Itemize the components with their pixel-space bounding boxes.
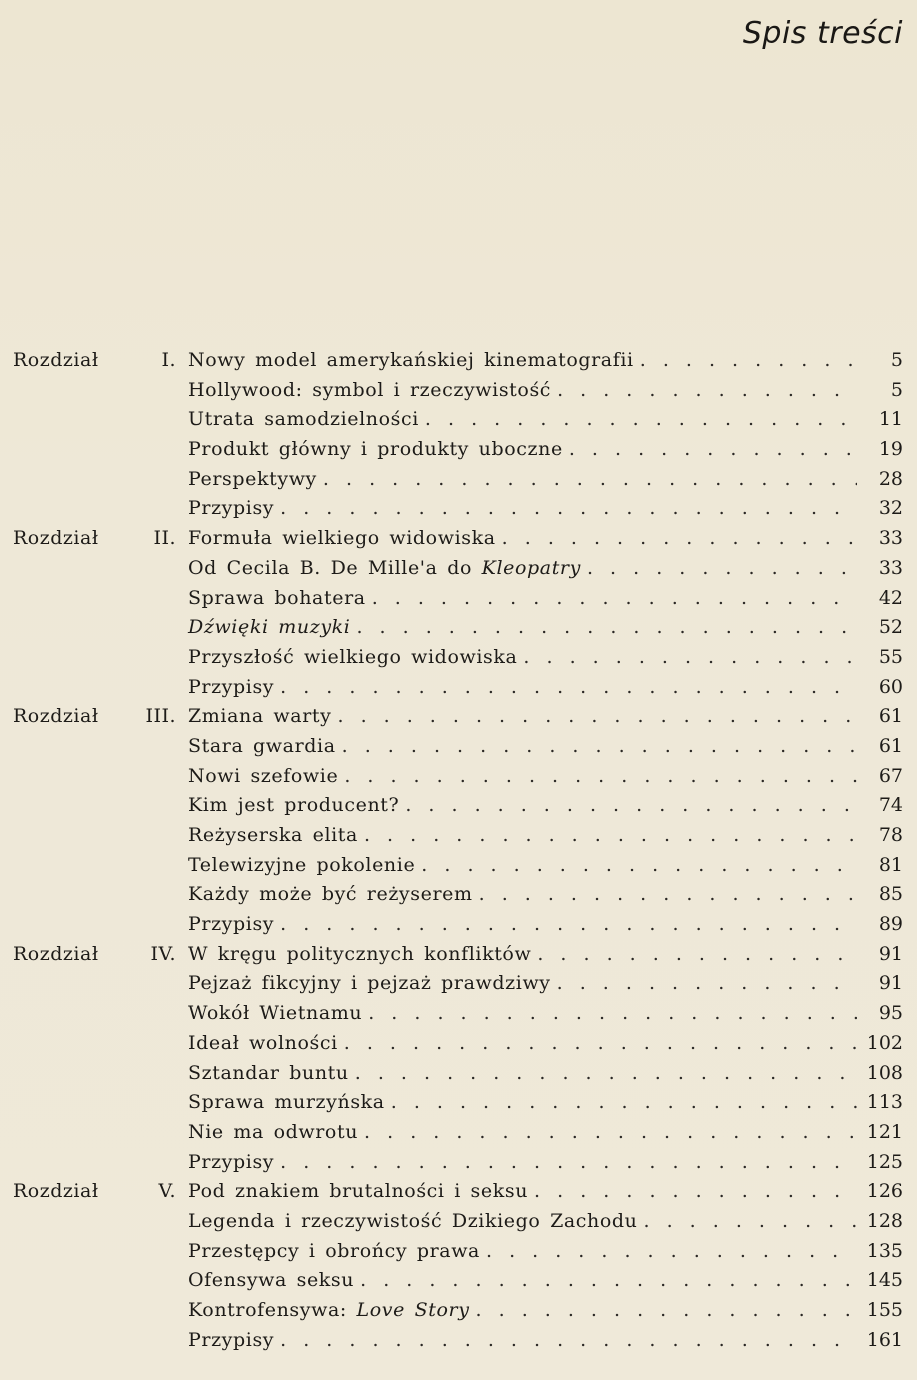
dot-leader xyxy=(569,435,857,465)
toc-entry xyxy=(188,405,903,435)
dot-leader xyxy=(587,554,857,584)
page-number: 78 xyxy=(878,824,903,846)
toc-entry xyxy=(188,762,903,792)
page-number: 91 xyxy=(878,972,903,995)
chapter-number: III. xyxy=(145,705,176,728)
page-number: 74 xyxy=(878,794,903,817)
toc-entry-row xyxy=(0,1237,917,1267)
dot-leader xyxy=(391,1088,857,1118)
page-number: 126 xyxy=(866,1180,903,1203)
entry-title: Sztandar buntu xyxy=(188,1061,349,1084)
entry-title: Przypisy xyxy=(188,1150,275,1173)
toc-entry xyxy=(188,1088,903,1118)
toc-entry xyxy=(188,376,903,406)
toc-entry-row xyxy=(0,1059,917,1089)
entry-title-italic: Dźwięki muzyki xyxy=(188,616,351,639)
toc-entry xyxy=(188,702,903,732)
page-number: 128 xyxy=(866,1209,903,1232)
page-number: 161 xyxy=(866,1328,903,1351)
entry-title xyxy=(188,613,350,643)
toc-chapter-row xyxy=(0,346,917,376)
toc-entry xyxy=(188,1296,903,1326)
entry-title: Reżyserska elita xyxy=(188,824,358,846)
toc-entry xyxy=(188,1207,903,1237)
toc-entry xyxy=(188,940,903,970)
chapter-label: Rozdział xyxy=(13,1180,99,1203)
toc-entry-row xyxy=(0,1266,917,1296)
dot-leader xyxy=(372,584,857,614)
entry-title: Ideał wolności xyxy=(188,1031,338,1054)
toc-entry xyxy=(188,494,903,524)
toc-entry-row xyxy=(0,405,917,435)
toc-entry xyxy=(188,435,903,465)
toc-entry-row xyxy=(0,880,917,910)
toc-entry xyxy=(188,346,903,376)
dot-leader xyxy=(337,702,857,732)
entry-title: Perspektywy xyxy=(188,467,317,490)
dot-leader xyxy=(344,762,857,792)
dot-leader xyxy=(360,1266,857,1296)
page-number: 125 xyxy=(866,1150,903,1173)
dot-leader xyxy=(356,613,857,643)
toc-entry xyxy=(188,584,903,614)
toc-entry-row xyxy=(0,1118,917,1148)
entry-title: Sprawa bohatera xyxy=(188,586,366,609)
dot-leader xyxy=(421,851,857,881)
page-number: 113 xyxy=(866,1091,903,1114)
dot-leader xyxy=(502,524,857,554)
dot-leader xyxy=(476,1296,857,1326)
toc-entry xyxy=(188,791,903,821)
toc-entry-row xyxy=(0,1088,917,1118)
dot-leader xyxy=(280,910,857,940)
toc-entry xyxy=(188,1266,903,1296)
toc-entry xyxy=(188,1148,903,1178)
entry-title: Każdy może być reżyserem xyxy=(188,883,473,906)
dot-leader xyxy=(486,1237,857,1267)
toc-entry xyxy=(188,613,903,643)
entry-title: Formuła wielkiego widowiska xyxy=(188,527,496,550)
toc-entry-row xyxy=(0,1326,917,1356)
toc-entry-row xyxy=(0,613,917,643)
page-number: 33 xyxy=(878,527,903,550)
toc-entry-row xyxy=(0,1029,917,1059)
page-number: 42 xyxy=(878,586,903,609)
dot-leader xyxy=(640,346,857,376)
entry-title: Hollywood: symbol i rzeczywistość xyxy=(188,378,552,401)
dot-leader xyxy=(368,999,857,1029)
page-number: 32 xyxy=(878,497,903,520)
entry-title: Pod znakiem brutalności i seksu xyxy=(188,1180,529,1203)
page-number: 55 xyxy=(878,645,903,668)
toc-entry xyxy=(188,1326,903,1356)
dot-leader xyxy=(364,821,857,851)
entry-title: Przypisy xyxy=(188,1328,275,1351)
page-number: 81 xyxy=(878,853,903,876)
dot-leader xyxy=(425,405,857,435)
dot-leader xyxy=(644,1207,857,1237)
toc-entry-row xyxy=(0,999,917,1029)
page-number: 121 xyxy=(866,1120,903,1143)
page-number: 61 xyxy=(878,734,903,757)
toc-entry-row xyxy=(0,732,917,762)
dot-leader xyxy=(323,465,857,495)
dot-leader xyxy=(280,673,857,703)
toc-entry-row xyxy=(0,851,917,881)
page-number: 145 xyxy=(866,1269,903,1292)
toc-entry xyxy=(188,910,903,940)
chapter-label: Rozdział xyxy=(13,705,99,728)
page-number: 28 xyxy=(878,467,903,490)
toc-entry-row xyxy=(0,762,917,792)
page-number: 61 xyxy=(878,705,903,728)
toc-entry-row xyxy=(0,494,917,524)
entry-title: Przypisy xyxy=(188,913,275,936)
toc-entry xyxy=(188,732,903,762)
entry-title: Produkt główny i produkty uboczne xyxy=(188,438,563,461)
dot-leader xyxy=(280,494,857,524)
toc-entry-row xyxy=(0,673,917,703)
entry-title: Telewizyjne pokolenie xyxy=(188,853,416,876)
chapter-number: IV. xyxy=(150,942,176,965)
dot-leader xyxy=(557,376,857,406)
dot-leader xyxy=(537,940,857,970)
entry-title: Utrata samodzielności xyxy=(188,408,419,431)
toc-entry-row xyxy=(0,554,917,584)
entry-title: Stara gwardia xyxy=(188,734,336,757)
toc-entry xyxy=(188,643,903,673)
entry-title: Od Cecila B. De Mille'a do Kleopatry xyxy=(188,556,581,579)
entry-title: Przypisy xyxy=(188,675,275,698)
toc-chapter-row xyxy=(0,940,917,970)
toc-entry-row xyxy=(0,1148,917,1178)
entry-title: Zmiana warty xyxy=(188,705,332,728)
chapter-number: V. xyxy=(158,1180,176,1203)
dot-leader xyxy=(344,1029,857,1059)
toc-entry-row xyxy=(0,376,917,406)
page-number: 5 xyxy=(890,378,903,401)
chapter-label: Rozdział xyxy=(13,349,99,371)
entry-title: Wokół Wietnamu xyxy=(188,1002,363,1025)
dot-leader xyxy=(557,969,857,999)
entry-title: W kręgu politycznych konfliktów xyxy=(188,942,532,965)
entry-title: Ofensywa seksu xyxy=(188,1269,355,1292)
toc-entry-row xyxy=(0,969,917,999)
toc-entry xyxy=(188,999,903,1029)
dot-leader xyxy=(280,1148,857,1178)
entry-title: Nie ma odwrotu xyxy=(188,1120,359,1143)
toc-entry-row xyxy=(0,910,917,940)
entry-title: Przestępcy i obrońcy prawa xyxy=(188,1239,480,1262)
entry-title: Kontrofensywa: Love Story xyxy=(188,1299,470,1321)
toc-entry xyxy=(188,1059,903,1089)
entry-title: Przyszłość wielkiego widowiska xyxy=(188,645,518,668)
page-title: Spis treści xyxy=(742,16,903,51)
dot-leader xyxy=(364,1118,857,1148)
entry-title: Legenda i rzeczywistość Dzikiego Zachodu xyxy=(188,1209,638,1232)
page-number: 19 xyxy=(878,438,903,461)
page-number: 33 xyxy=(878,556,903,579)
page-number: 52 xyxy=(878,616,903,639)
toc-entry xyxy=(188,1177,903,1207)
toc-entry-row xyxy=(0,643,917,673)
toc-entry xyxy=(188,1118,903,1148)
page-number: 11 xyxy=(878,408,903,431)
entry-title: Nowy model amerykańskiej kinematografii xyxy=(188,349,634,371)
page-number: 102 xyxy=(866,1031,903,1054)
entry-title: Kim jest producent? xyxy=(188,794,400,817)
dot-leader xyxy=(523,643,857,673)
toc-chapter-row xyxy=(0,524,917,554)
toc-entry-row xyxy=(0,435,917,465)
toc-entry-row xyxy=(0,584,917,614)
page-number: 135 xyxy=(866,1239,903,1262)
toc-entry xyxy=(188,880,903,910)
chapter-label: Rozdział xyxy=(13,527,99,550)
toc-entry-row xyxy=(0,821,917,851)
page-number: 67 xyxy=(878,764,903,787)
dot-leader xyxy=(280,1326,857,1356)
toc-entry xyxy=(188,554,903,584)
chapter-label: Rozdział xyxy=(13,942,99,965)
entry-title: Nowi szefowie xyxy=(188,764,339,787)
page-number: 60 xyxy=(878,675,903,698)
entry-title-italic: Love Story xyxy=(356,1299,470,1321)
toc-entry xyxy=(188,851,903,881)
toc-chapter-row xyxy=(0,1177,917,1207)
toc-entry-row xyxy=(0,1207,917,1237)
dot-leader xyxy=(534,1177,857,1207)
entry-title-italic: Kleopatry xyxy=(481,556,581,579)
dot-leader xyxy=(479,880,857,910)
toc-entry xyxy=(188,524,903,554)
entry-title: Przypisy xyxy=(188,497,275,520)
toc-entry xyxy=(188,465,903,495)
chapter-number: II. xyxy=(153,527,176,550)
page-number: 91 xyxy=(878,942,903,965)
toc-entry-row xyxy=(0,791,917,821)
page-number: 108 xyxy=(866,1061,903,1084)
dot-leader xyxy=(342,732,857,762)
dot-leader xyxy=(355,1059,857,1089)
toc-entry xyxy=(188,1237,903,1267)
toc-entry-row xyxy=(0,1296,917,1326)
toc-entry-row xyxy=(0,465,917,495)
chapter-number: I. xyxy=(161,349,176,371)
toc-chapter-row xyxy=(0,702,917,732)
toc-entry xyxy=(188,1029,903,1059)
entry-title: Sprawa murzyńska xyxy=(188,1091,385,1114)
page-number: 5 xyxy=(890,349,903,371)
page-number: 89 xyxy=(878,913,903,936)
toc-entry xyxy=(188,673,903,703)
toc-entry xyxy=(188,821,903,851)
dot-leader xyxy=(405,791,857,821)
entry-title: Pejzaż fikcyjny i pejzaż prawdziwy xyxy=(188,972,551,995)
page-number: 155 xyxy=(866,1299,903,1321)
table-of-contents xyxy=(0,346,917,1355)
page-number: 85 xyxy=(878,883,903,906)
toc-entry xyxy=(188,969,903,999)
page-number: 95 xyxy=(878,1002,903,1025)
